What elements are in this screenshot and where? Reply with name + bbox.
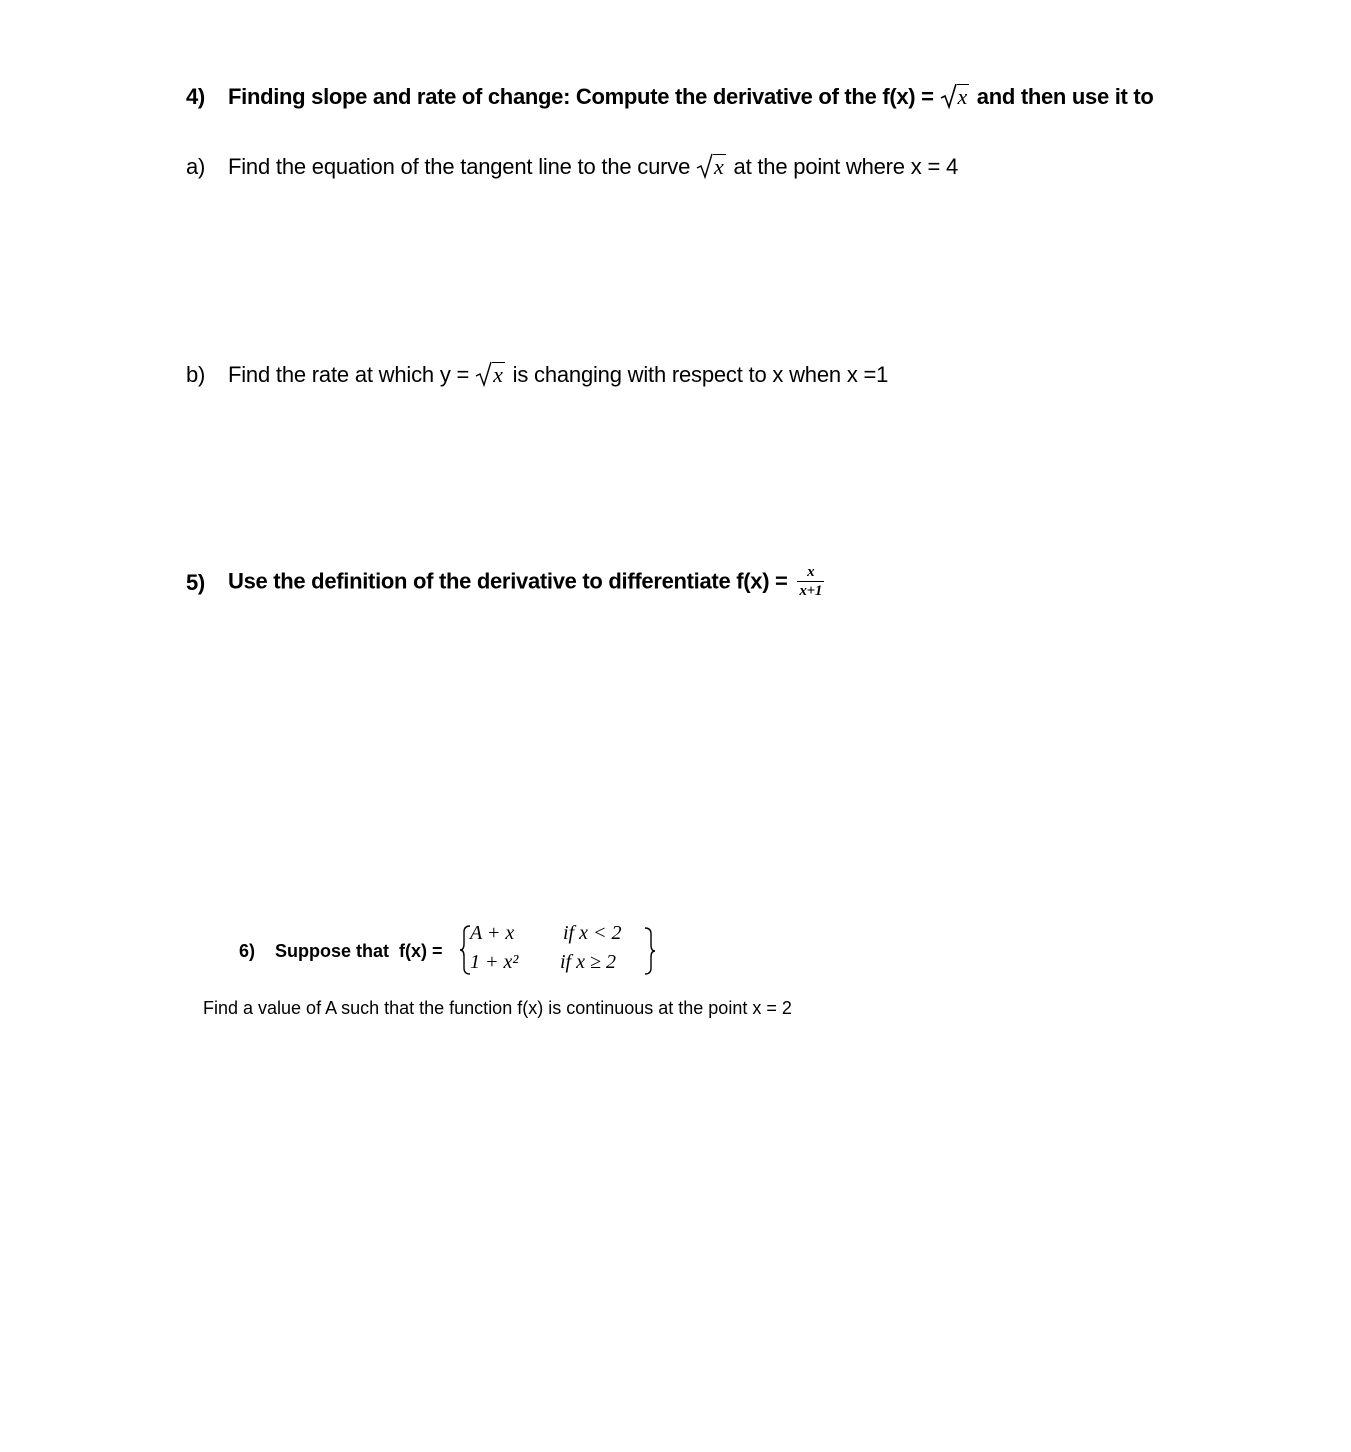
q6-piece2-cond: if x ≥ 2 bbox=[560, 951, 616, 973]
q4a-text-after: at the point where x = 4 bbox=[733, 154, 959, 179]
q4-text-before: Finding slope and rate of change: Compute the derivative of the f(x) = bbox=[228, 84, 934, 109]
right-brace-icon bbox=[643, 926, 657, 976]
q5-fraction bbox=[797, 563, 824, 600]
q4-sqrt-x: x bbox=[940, 84, 969, 110]
sqrt-icon bbox=[696, 152, 714, 180]
q5-denominator: x+1 bbox=[799, 583, 823, 599]
q6-followup: Find a value of A such that the function f(x) is continuous at the point x = 2 bbox=[203, 998, 792, 1018]
q4b-sqrt-x: x bbox=[475, 362, 505, 388]
q4b-text-after: is changing with respect to x when x =1 bbox=[512, 362, 889, 387]
q5-numerator: x bbox=[807, 564, 815, 580]
q4-text-after: and then use it to bbox=[976, 84, 1154, 109]
q4-number: 4) bbox=[186, 84, 205, 109]
q6-number: 6) bbox=[239, 941, 256, 961]
q5-text bbox=[228, 563, 824, 600]
q4-text bbox=[228, 84, 1154, 110]
q6-piece2-expr: 1 + x² bbox=[470, 951, 519, 973]
q4a-text-before: Find the equation of the tangent line to the curve bbox=[228, 154, 691, 179]
q6-piece1-expr: A + x bbox=[470, 922, 515, 944]
q4a-label: a) bbox=[186, 154, 206, 179]
q6-statement: Suppose that f(x) = bbox=[275, 941, 443, 961]
q4b-text-before: Find the rate at which y = bbox=[228, 362, 470, 387]
q6-piece1-cond: if x < 2 bbox=[563, 922, 622, 944]
q4a-text bbox=[228, 154, 958, 180]
q5-number: 5) bbox=[186, 570, 205, 595]
q4b-text bbox=[228, 362, 888, 388]
sqrt-icon bbox=[475, 360, 493, 388]
q4a-sqrt-x: x bbox=[696, 154, 726, 180]
sqrt-icon bbox=[940, 82, 958, 110]
q5-statement: Use the definition of the derivative to differentiate f(x) = bbox=[228, 568, 788, 594]
q4b-label: b) bbox=[186, 362, 206, 387]
